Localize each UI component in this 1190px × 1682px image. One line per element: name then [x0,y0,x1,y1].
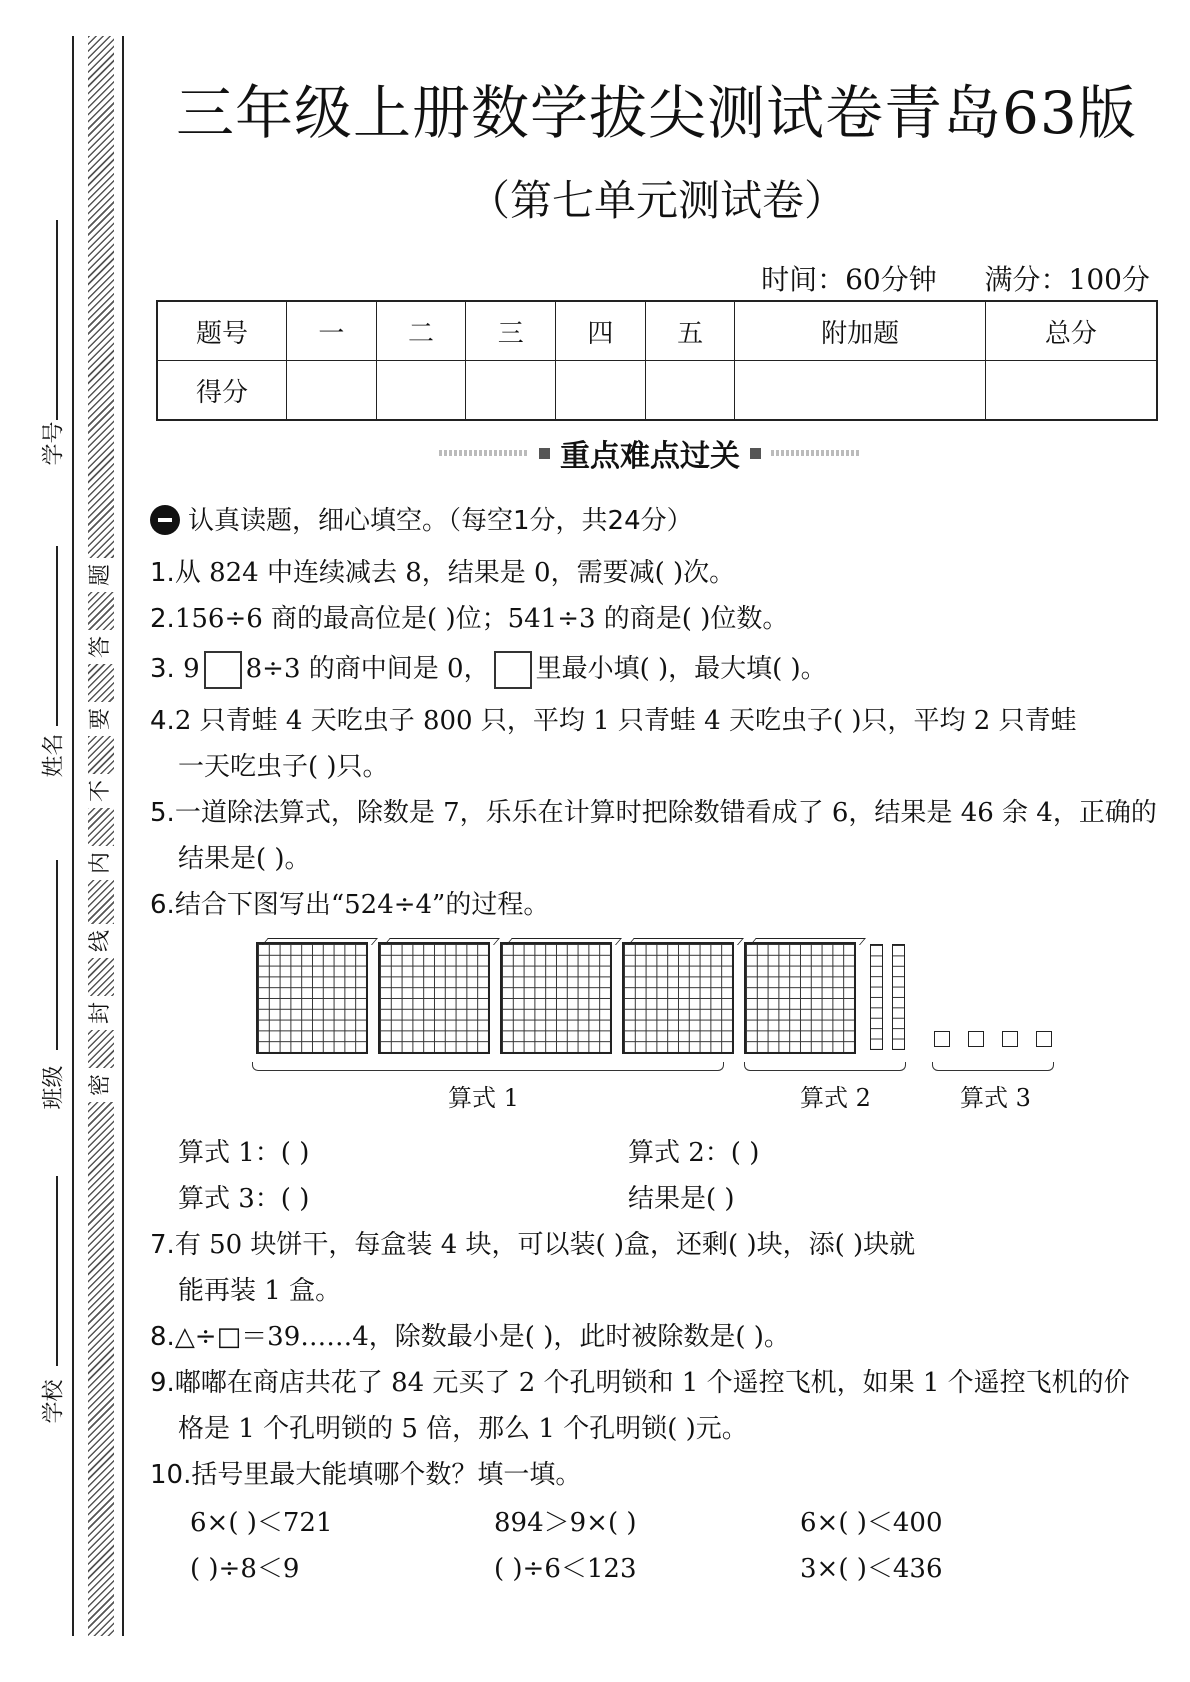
banner-square-icon [750,448,761,459]
question-text: 嘟嘟在商店共花了 84 元买了 2 个孔明锁和 1 个遥控飞机，如果 1 个遥控飞机的价 [174,1368,1130,1398]
seal-char: 答 [84,630,118,664]
question-7 [150,1224,915,1261]
question-text: 9 [183,654,200,684]
score-table-header-row [157,301,1157,361]
question-text: 括号里最大能填哪个数？填一填。 [191,1460,582,1490]
question-9-line2: 格是 1 个孔明锁的 5 倍，那么 1 个孔明锁( )元。 [178,1414,748,1444]
exam-time: 时间：60分钟 [761,263,937,296]
page-title: 三年级上册数学拔尖测试卷青岛63版 [176,79,1137,147]
banner-dash-right [771,450,861,456]
student-id-line [56,220,58,420]
unit-cube-icon [968,1031,984,1047]
ten-rod-icon [870,944,883,1050]
question-5 [150,792,1157,829]
q6-answer-result: 结果是( ) [628,1184,735,1214]
seal-char: 封 [84,996,118,1030]
question-4-line2: 一天吃虫子( )只。 [178,752,389,782]
hundred-flat-icon [500,942,612,1054]
part1-heading [150,500,693,537]
blank-box[interactable] [204,651,242,689]
score-header-cell: 题号 [157,301,287,361]
question-1 [150,552,735,589]
hundred-flat-icon [256,942,368,1054]
ten-rod-icon [892,944,905,1050]
q6-answer-1: 算式 1：( ) [178,1138,310,1168]
question-5-line2: 结果是( )。 [178,844,311,874]
hundred-flat-icon [622,942,734,1054]
question-4 [150,700,1077,737]
brace-1 [252,1062,724,1071]
question-text: 从 824 中连续减去 8，结果是 0，需要减( )次。 [174,558,736,588]
q10-item: ( )÷8＜9 [190,1554,300,1584]
q10-item: 894＞9×( ) [494,1508,637,1538]
binding-margin-hatch [88,36,114,1636]
question-text: 里最小填( )，最大填( )。 [535,654,827,684]
question-number: 6. [150,890,175,920]
question-6 [150,884,549,921]
score-table [156,300,1158,421]
base-ten-blocks-figure [252,940,1052,1112]
section-banner-title: 重点难点过关 [560,439,740,474]
class-label: 班级 [41,1065,67,1110]
question-8 [150,1316,790,1353]
school-line [56,1176,58,1366]
question-9 [150,1362,1130,1399]
seal-char: 内 [84,846,118,880]
question-text: 结合下图写出“524÷4”的过程。 [174,890,550,920]
score-cell[interactable] [466,361,556,421]
score-cell[interactable] [645,361,735,421]
score-cell[interactable] [985,361,1157,421]
score-cell[interactable] [735,361,985,421]
blank-box[interactable] [494,651,532,689]
q10-item: ( )÷6＜123 [494,1554,637,1584]
page-subtitle: （第七单元测试卷） [468,176,847,225]
figure-label-1: 算式 1 [448,1084,519,1112]
score-cell[interactable] [556,361,646,421]
question-text: 156÷6 商的最高位是( )位；541÷3 的商是( )位数。 [174,604,789,634]
question-text: 一道除法算式，除数是 7，乐乐在计算时把除数错看成了 6，结果是 46 余 4，正确的 [174,798,1157,828]
question-text: 8÷3 的商中间是 0， [245,654,490,684]
score-table-score-row [157,361,1157,421]
seal-char: 不 [84,774,118,808]
question-text: △÷□＝39……4，除数最小是( )，此时被除数是( )。 [174,1322,790,1352]
question-number: 9. [150,1368,175,1398]
question-number: 5. [150,798,175,828]
seal-char: 线 [84,924,118,958]
seal-char: 密 [84,1068,118,1102]
unit-cube-icon [934,1031,950,1047]
score-row-label: 得分 [157,361,287,421]
question-10 [150,1454,581,1491]
question-number: 2. [150,604,175,634]
q10-item: 6×( )＜721 [190,1508,333,1538]
exam-meta [761,258,1150,298]
q6-answer-2: 算式 2：( ) [628,1138,760,1168]
question-number: 3. [150,654,175,684]
figure-label-3: 算式 3 [960,1084,1031,1112]
score-header-cell: 五 [645,301,735,361]
exam-full-score: 满分：100分 [984,263,1150,296]
question-text: 2 只青蛙 4 天吃虫子 800 只，平均 1 只青蛙 4 天吃虫子( )只，平均 2 只青蛙 [174,706,1077,736]
school-label: 学校 [41,1379,67,1424]
score-header-cell: 总分 [985,301,1157,361]
part1-heading-text: 认真读题，细心填空。（每空1分，共24分） [188,506,693,536]
score-header-cell: 附加题 [735,301,985,361]
banner-dash-left [439,450,529,456]
question-number: 1. [150,558,175,588]
question-number: 10. [150,1460,192,1490]
brace-3 [932,1062,1054,1071]
seal-char: 题 [84,558,118,592]
margin-line-inner [122,36,124,1636]
question-number: 7. [150,1230,175,1260]
q6-answer-3: 算式 3：( ) [178,1184,310,1214]
class-line [56,860,58,1050]
score-header-cell: 四 [556,301,646,361]
question-number: 4. [150,706,175,736]
seal-char: 要 [84,702,118,736]
figure-label-2: 算式 2 [800,1084,871,1112]
part-one-badge-icon [150,505,180,535]
question-3 [150,648,827,689]
q10-item: 6×( )＜400 [800,1508,943,1538]
score-header-cell: 三 [466,301,556,361]
banner-square-icon [539,448,550,459]
student-id-label: 学号 [41,421,67,466]
q10-item: 3×( )＜436 [800,1554,943,1584]
unit-cube-icon [1036,1031,1052,1047]
brace-2 [744,1062,906,1071]
section-banner [410,428,890,478]
question-2 [150,598,788,635]
name-line [56,546,58,726]
hundred-flat-icon [744,942,856,1054]
question-7-line2: 能再装 1 盒。 [178,1276,342,1306]
question-text: 有 50 块饼干，每盒装 4 块，可以装( )盒，还剩( )块，添( )块就 [174,1230,916,1260]
score-cell[interactable] [287,361,377,421]
margin-line-outer [72,36,74,1636]
score-header-cell: 一 [287,301,377,361]
hundred-flat-icon [378,942,490,1054]
score-cell[interactable] [376,361,466,421]
unit-cube-icon [1002,1031,1018,1047]
score-header-cell: 二 [376,301,466,361]
name-label: 姓名 [41,733,67,778]
question-number: 8. [150,1322,175,1352]
